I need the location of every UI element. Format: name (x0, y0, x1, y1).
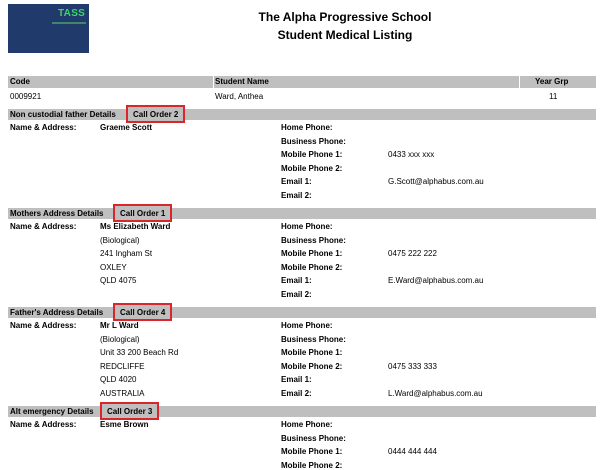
section-header (8, 208, 596, 219)
section-mothers-address (8, 208, 596, 304)
address-line: (Biological) (100, 334, 140, 344)
call-order-badge: Call Order 2 (126, 105, 185, 123)
contact-details (8, 321, 596, 402)
business-phone-label: Business Phone: (281, 334, 346, 344)
section-title: Father's Address Details (10, 308, 104, 317)
name-address-label: Name & Address: (10, 222, 77, 231)
section-title: Mothers Address Details (10, 209, 104, 218)
email-2-label: Email 2: (281, 388, 312, 398)
address-line: AUSTRALIA (100, 388, 145, 398)
mobile-phone-2-label: Mobile Phone 2: (281, 361, 343, 371)
mobile-phone-1-label: Mobile Phone 1: (281, 150, 343, 159)
mobile-phone-1-value: 0433 xxx xxx (388, 150, 435, 159)
home-phone-label: Home Phone: (281, 123, 333, 132)
name-address-label: Name & Address: (10, 321, 77, 330)
section-title: Alt emergency Details (10, 407, 94, 416)
call-order-badge: Call Order 3 (100, 402, 159, 420)
email-1-value: E.Ward@alphabus.com.au (388, 276, 484, 285)
school-logo (8, 4, 89, 53)
email-1-label: Email 1: (281, 276, 312, 285)
student-year: 11 (549, 92, 558, 101)
contact-name: Mr L Ward (100, 321, 139, 330)
section-header (8, 307, 596, 318)
report-school-title: The Alpha Progressive School (258, 10, 432, 24)
address-line: REDCLIFFE (100, 361, 145, 371)
name-address-label: Name & Address: (10, 420, 77, 429)
student-row (8, 91, 596, 103)
mobile-phone-1-value: 0475 222 222 (388, 249, 437, 258)
student-name: Ward, Anthea (215, 92, 264, 101)
home-phone-label: Home Phone: (281, 420, 333, 429)
mobile-phone-2-label: Mobile Phone 2: (281, 460, 343, 470)
section-fathers-address (8, 307, 596, 403)
mobile-phone-1-label: Mobile Phone 1: (281, 249, 343, 258)
business-phone-label: Business Phone: (281, 136, 346, 146)
contact-name: Graeme Scott (100, 123, 153, 132)
contact-details (8, 123, 596, 204)
logo-text: TASS (58, 8, 86, 19)
address-line: QLD 4020 (100, 375, 137, 384)
contact-name: Esme Brown (100, 420, 149, 429)
name-address-label: Name & Address: (10, 123, 77, 132)
business-phone-label: Business Phone: (281, 235, 346, 245)
logo-tagline-mark (52, 22, 86, 24)
header-code: Code (10, 77, 30, 86)
call-order-badge: Call Order 4 (113, 303, 172, 321)
email-1-label: Email 1: (281, 177, 312, 186)
address-line: QLD 4075 (100, 276, 137, 285)
mobile-phone-1-label: Mobile Phone 1: (281, 447, 343, 456)
table-header (8, 76, 596, 88)
email-2-value: L.Ward@alphabus.com.au (388, 388, 483, 398)
mobile-phone-1-label: Mobile Phone 1: (281, 348, 343, 357)
header-year-grp: Year Grp (535, 77, 569, 86)
contact-details (8, 222, 596, 303)
student-code: 0009921 (10, 92, 42, 101)
contact-details (8, 420, 596, 470)
home-phone-label: Home Phone: (281, 321, 333, 330)
contact-name: Ms Elizabeth Ward (100, 222, 171, 231)
section-header (8, 406, 596, 417)
address-line: (Biological) (100, 235, 140, 245)
mobile-phone-1-value: 0444 444 444 (388, 447, 437, 456)
email-1-label: Email 1: (281, 375, 312, 384)
email-1-value: G.Scott@alphabus.com.au (388, 177, 484, 186)
email-2-label: Email 2: (281, 190, 312, 200)
address-line: Unit 33 200 Beach Rd (100, 348, 179, 357)
section-alt-emergency (8, 406, 596, 470)
section-header (8, 109, 596, 120)
mobile-phone-2-label: Mobile Phone 2: (281, 163, 343, 173)
email-2-label: Email 2: (281, 289, 312, 299)
mobile-phone-2-label: Mobile Phone 2: (281, 262, 343, 272)
address-line: OXLEY (100, 262, 127, 272)
address-line: 241 Ingham St (100, 249, 153, 258)
section-title: Non custodial father Details (10, 110, 116, 119)
mobile-phone-2-value: 0475 333 333 (388, 361, 437, 371)
section-non-custodial-father (8, 109, 596, 205)
call-order-badge: Call Order 1 (113, 204, 172, 222)
header-divider (213, 76, 214, 88)
home-phone-label: Home Phone: (281, 222, 333, 231)
header-divider (519, 76, 520, 88)
header-student-name: Student Name (215, 77, 269, 86)
report-title: Student Medical Listing (277, 28, 413, 42)
business-phone-label: Business Phone: (281, 433, 346, 443)
